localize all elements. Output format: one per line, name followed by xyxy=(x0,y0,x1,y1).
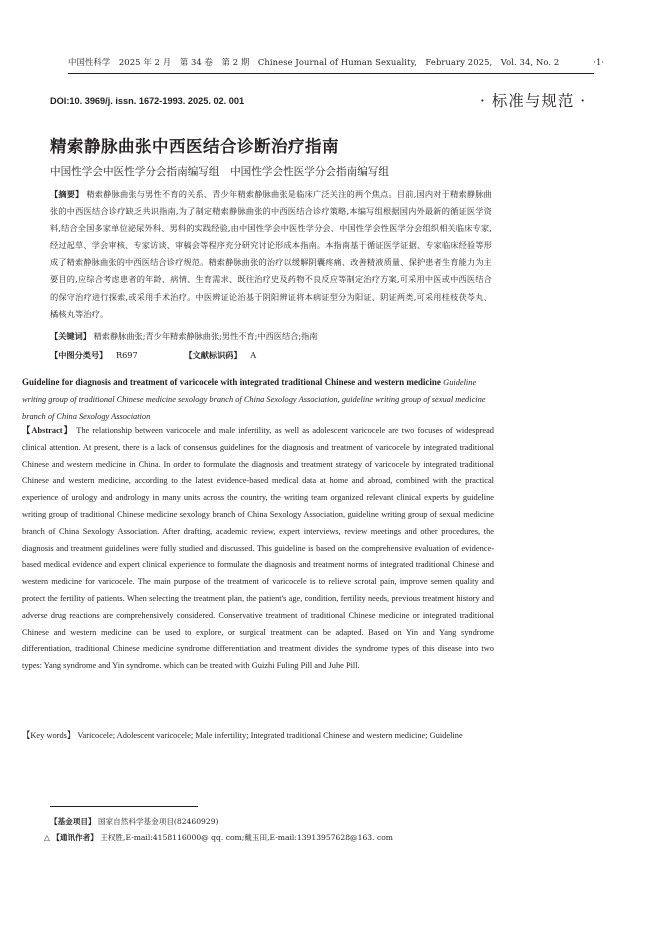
fund-label: 【基金项目】 xyxy=(50,817,96,826)
correspondence-footnote xyxy=(44,832,393,843)
document-code-value: A xyxy=(250,350,257,360)
chinese-abstract xyxy=(50,186,492,323)
running-header: 中国性科学 2025 年 2 月 第 34 卷 第 2 期 Chinese Journal of Human Sexuality, February 2025, Vol. 34, No. 2 ·1· xyxy=(68,57,605,67)
doi[interactable]: DOI:10. 3969/j. issn. 1672-1993. 2025. 02. 001 xyxy=(50,96,245,106)
english-keywords xyxy=(22,728,494,744)
section-label: · 标准与规范 · xyxy=(480,92,587,110)
english-authors: Guideline writing group of traditional Chinese medicine sexology branch of China Sexology Association, guideline writing group of sexual medicine branch of China Sexology Association xyxy=(22,378,486,421)
header-rule xyxy=(68,73,594,74)
correspondence-text[interactable]: 王权胜,E-mail:4158116000@ qq. com;戴玉田,E-mail:13913957628@163. com xyxy=(100,833,393,842)
english-abstract-text: The relationship between varicocele and male infertility, as well as adolescent varicocele are two focuses of widespread clinical attention. At present, there is a lack of consensus guidelines for the diagnosis and treatment of varicocele by integrated traditional Chinese and western medicine in China. In order to formulate the diagnosis and treatment strategy of varicocele by integrated traditional Chinese and western medicine, according to the latest evidence-based medical data at home and abroad, combined with the practical experience of urology and andrology in many units across the country, the writing team organized relevant clinical experts by guideline writing group of traditional Chinese medicine sexology branch of China Sexology Association, guideline writing group of sexual medicine branch of China Sexology Association. After drafting, academic review, expert interviews, review meetings and other procedures, the diagnosis and treatment guidelines were fully studied and discussed. This guideline is based on the comprehensive evaluation of evidence-based medical evidence and expert clinical experience to formulate the diagnosis and treatment norms of integrated traditional Chinese and western medicine for varicocele. The main purpose of the treatment of varicocele is to relieve scrotal pain, improve semen quality and protect the fertility of patients. When selecting the treatment plan, the patient's age, condition, fertility needs, previous treatment history and adverse drug reactions are comprehensively considered. Conservative treatment of traditional Chinese medicine or integrated traditional Chinese and western medicine can be used to explore, or surgical treatment can be adapted. Based on Yin and Yang syndrome differentiation, traditional Chinese medicine syndrome differentiation and treatment divides the syndrome types of this disease into two types: Yang syndrome and Yin syndrome. which can be treated with Guizhi Fuling Pill and Juhe Pill. xyxy=(22,426,494,671)
clc-label: 【中图分类号】 xyxy=(50,350,108,360)
clc-value: R697 xyxy=(115,350,138,360)
fund-text: 国家自然科学基金项目(82460929) xyxy=(97,817,219,826)
footnote-rule xyxy=(50,806,198,807)
fund-footnote xyxy=(50,816,219,827)
classification-line xyxy=(50,350,492,361)
english-keywords-label: 【Key words】 xyxy=(22,731,76,740)
english-title: Guideline for diagnosis and treatment of varicocele with integrated traditional Chinese and western medicine xyxy=(22,377,441,387)
article-title: 精索静脉曲张中西医结合诊断治疗指南 xyxy=(50,137,339,156)
english-abstract xyxy=(22,423,494,675)
abstract-label: 【摘要】 xyxy=(50,189,84,199)
article-authors: 中国性学会中医性学分会指南编写组 中国性学会性医学分会指南编写组 xyxy=(50,166,389,178)
english-keywords-text: Varicocele; Adolescent varicocele; Male infertility; Integrated traditional Chinese and western medicine; Guideline xyxy=(77,731,463,740)
document-code-label: 【文献标识码】 xyxy=(184,350,242,360)
keywords-text: 精索静脉曲张;青少年精索静脉曲张;男性不育;中西医结合;指南 xyxy=(93,331,318,341)
english-abstract-label: 【Abstract】 xyxy=(22,426,74,435)
english-title-block xyxy=(22,374,492,425)
correspondence-mark: △ xyxy=(44,833,50,842)
abstract-text: 精索静脉曲张与男性不育的关系、青少年精索静脉曲张是临床广泛关注的两个焦点。目前,国内对于精索静脉曲张的中西医结合诊疗缺乏共识指南,为了制定精索静脉曲张的中西医结合诊疗策略,本编写组根据国内外最新的循证医学资料,结合全国多家单位泌尿外科、男科的实践经验,由中国性学会中医性学分会、中国性学会性医学分会组织相关临床专家,经过起草、学会审核、专家访谈、审稿会等程序充分研究讨论形成本指南。本指南基于循证医学证据、专家临床经验等形成了精索静脉曲张的中西医结合诊疗规范。精索静脉曲张的治疗以缓解阴囊疼痛、改善精液质量、保护患者生育能力为主要目的,应综合考虑患者的年龄、病情、生育需求、既往治疗史及药物不良反应等制定治疗方案,可采用中医或中西医结合的保守治疗进行探索,或采用手术治疗。中医辨证论治基于阴阳辨证将本病证型分为阳证、阴证两类,可采用桂枝茯苓丸、橘核丸等治疗。 xyxy=(50,189,492,319)
keywords-label: 【关键词】 xyxy=(50,331,91,341)
chinese-keywords xyxy=(50,331,492,342)
correspondence-label: 【通讯作者】 xyxy=(52,833,98,842)
